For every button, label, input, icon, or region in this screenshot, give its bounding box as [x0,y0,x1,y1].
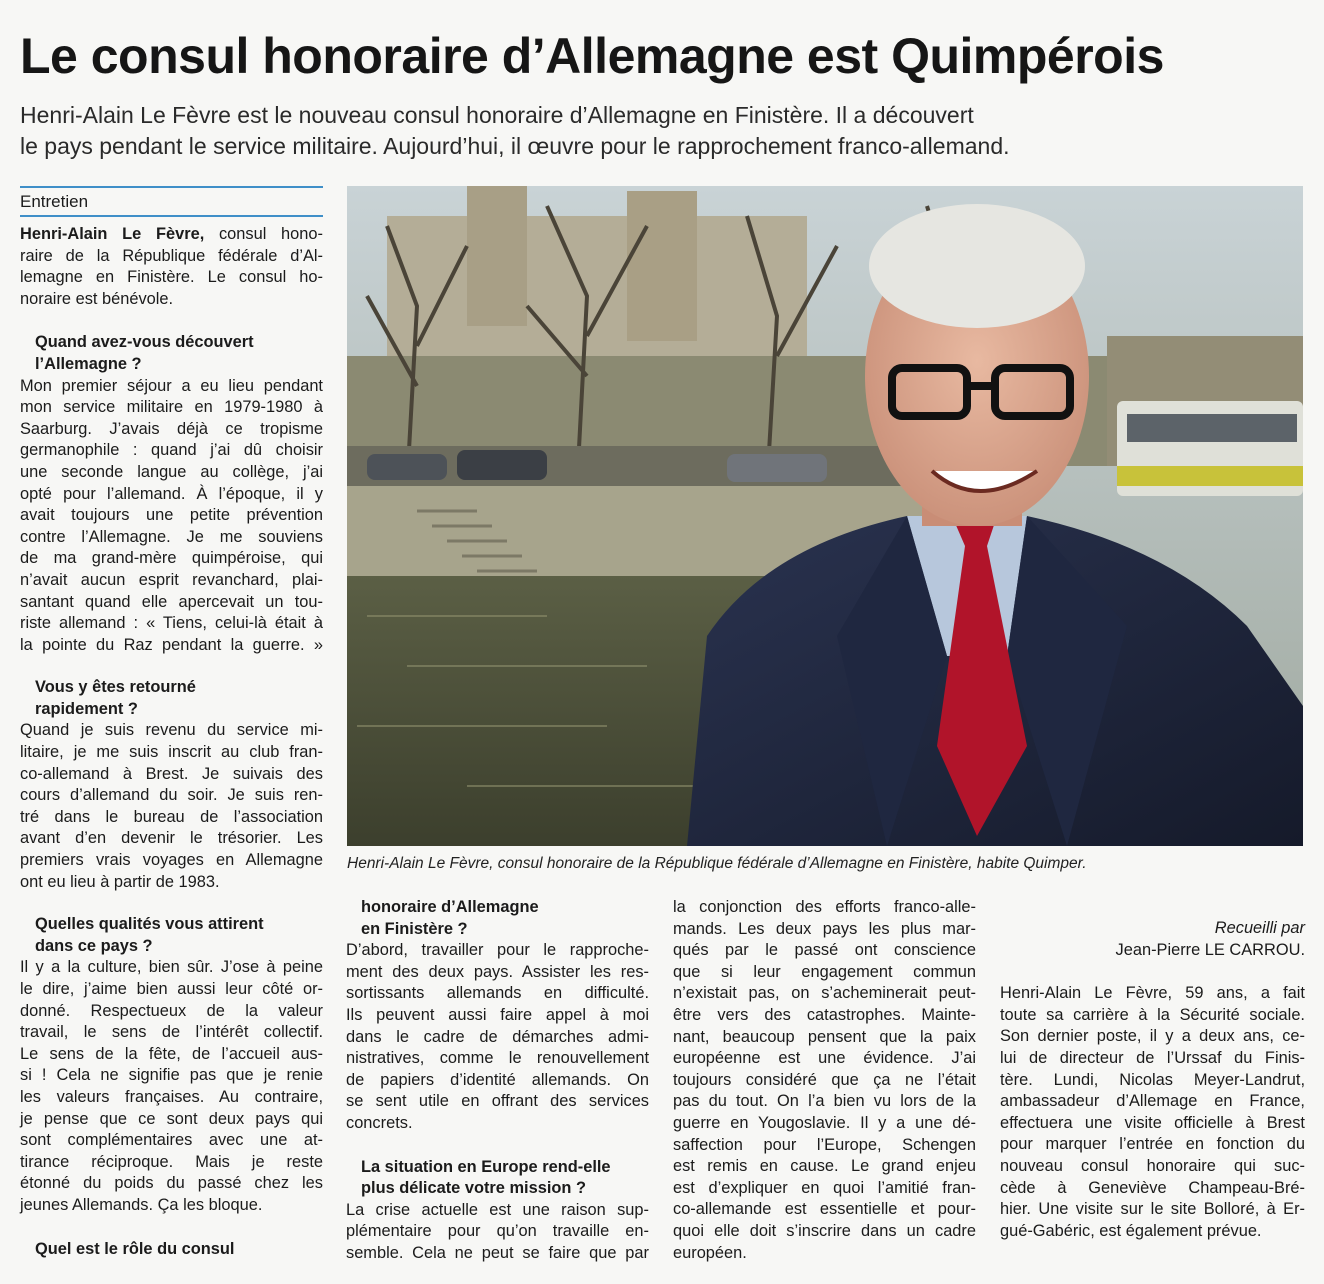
answer-line: les valeurs françaises. Au contraire, [20,1087,323,1106]
answer-5-continued [673,897,976,1264]
answer-line: toujours considéré que ça ne l’était [673,1070,976,1089]
question-line: Quel est le rôle du consul [35,1239,235,1258]
question-1 [20,332,323,375]
answer-line: litaire, je me suis inscrit au club fran- [20,743,323,762]
answer-line: le dire, j’aime bien aussi leur côté or- [20,980,323,998]
answer-line: donné. Respectueux de la valeur [20,1001,323,1020]
answer-line: tré dans le bureau de l’association [20,807,323,826]
standfirst-line: Henri-Alain Le Fèvre est le nouveau consul honoraire d’Allemagne en Finistère. Il a découvert [20,102,974,128]
question-line: en Finistère ? [361,919,468,938]
bio-line: Henri-Alain Le Fèvre, 59 ans, a fait [1000,984,1305,1003]
bio-line: toute sa carrière à la Sécurité sociale. [1000,1005,1305,1024]
answer-line: D’abord, travailler pour le rapproche- [346,941,649,960]
bio-line: tère. Lundi, Nicolas Meyer-Landrut, [1000,1070,1305,1089]
answer-line: germanophile : quand j’ai dû choisir [20,441,323,460]
answer-line: premiers vrais voyages en Allemagne [20,851,323,870]
answer-line: Mon premier séjour a eu lieu pendant [20,376,323,395]
answer-line: travail, le sens de l’intérêt collectif. [20,1023,323,1042]
answer-line: européen. [673,1243,747,1262]
photo-illustration [347,186,1303,846]
answer-line: sont complémentaires avec une at- [20,1131,323,1150]
rubric-label: Entretien [20,186,323,217]
lead-text: noraire est bénévole. [20,289,174,308]
answer-line: si ! Cela ne signifie pas que je renie [20,1066,323,1085]
answer-line: tirance réciproque. Mais je reste [20,1152,323,1171]
answer-line: se sent utile en offrant des services [346,1092,649,1111]
answer-line: pas du tout. On l’a bien vu lors de la [673,1092,976,1111]
headline: Le consul honoraire d’Allemagne est Quimpérois [20,28,1164,84]
lead-text: lemagne en Finistère. Le consul ho- [20,268,323,287]
standfirst [20,100,1200,162]
answer-line: guerre en Yougoslavie. Il y a une dé- [673,1113,976,1132]
bio-line: Son dernier poste, il y a deux ans, ce- [1000,1027,1305,1046]
bio-line: gué-Gabéric, est également prévue. [1000,1221,1262,1240]
answer-line: est d’expliquer en quoi l’amitié fran- [673,1178,976,1197]
question-5 [346,1157,649,1200]
answer-2 [20,720,323,893]
answer-line: Quand je suis revenu du service mi- [20,721,323,740]
answer-line: santant quand elle apercevait un tou- [20,592,323,611]
answer-line: avant d’en devenir le trésorier. Les [20,829,323,848]
answer-line: la pointe du Raz pendant la guerre. » [20,635,323,654]
answer-line: Le sens de la fête, de l’accueil aus- [20,1044,323,1063]
answer-line: jeunes Allemands. Ça les bloque. [20,1195,263,1214]
answer-line: est remis en cause. Le grand enjeu [673,1157,976,1176]
answer-line: de papiers d’identité allemands. On [346,1070,649,1089]
column-3 [673,897,976,1264]
answer-line: une seconde langue au collège, j’ai [20,462,323,481]
answer-line: quoi elle doit s’inscrire dans un cadre [673,1221,976,1240]
answer-line: mands. Les deux pays les plus mar- [673,919,976,938]
answer-line: être vers des catastrophes. Mainte- [673,1005,976,1024]
answer-1 [20,376,323,657]
answer-line: sortissants allemands en difficulté. [346,984,649,1003]
question-line: plus délicate votre mission ? [361,1179,586,1198]
question-line: Quand avez-vous découvert [35,333,254,352]
answer-line: la conjonction des efforts franco-alle- [673,898,976,916]
bio-paragraph [1000,983,1305,1242]
question-line: Quelles qualités vous attirent [35,915,264,934]
lead-name: Henri-Alain Le Fèvre, [20,225,205,243]
answer-line: saffection pour l’Europe, Schengen [673,1135,976,1154]
lead-text: consul hono- [204,225,323,243]
bio-line: pour marquer l’entrée en fonction du [1000,1135,1305,1154]
answer-line: de ma grand-mère quimpéroise, qui [20,549,323,568]
answer-line: européenne est une évidence. J’ai [673,1049,976,1068]
answer-line: dans le cadre de démarches admi- [346,1027,649,1046]
answer-line: Saarburg. J’avais déjà ce tropisme [20,419,323,438]
bio-line: ambassadeur d’Allemage en France, [1000,1092,1305,1111]
lead-text: raire de la République fédérale d’Al- [20,246,323,265]
bio-line: lui de directeur de l’Urssaf du Finis- [1000,1048,1305,1067]
lead-paragraph [20,224,323,310]
question-line: honoraire d’Allemagne [361,898,539,916]
answer-line: semble. Cela ne peut se faire que par [346,1243,649,1262]
answer-line: n’existait pas, on s’acheminerait peut- [673,984,976,1003]
answer-line: contre l’Allemagne. Je me souviens [20,527,323,546]
byline-label: Recueilli par [1214,919,1305,937]
answer-line: que si leur engagement commun [673,962,976,981]
answer-line: ont eu lieu à partir de 1983. [20,872,220,891]
byline-name: Jean-Pierre LE CARROU. [1115,940,1305,959]
answer-line: nant, beaucoup pensent que la paix [673,1027,976,1046]
answer-3 [20,957,323,1216]
answer-line: n’avait aucun esprit revanchard, plai- [20,570,323,589]
bio-line: nouveau consul honoraire qui suc- [1000,1156,1305,1175]
column-1 [20,186,323,1260]
standfirst-line: le pays pendant le service militaire. Aujourd’hui, il œuvre pour le rapprochement franco-allemand. [20,133,1010,159]
portrait-photo [347,186,1303,846]
bio-line: cède à Geneviève Champeau-Bré- [1000,1178,1305,1197]
answer-line: co-allemand à Brest. Je suivais des [20,764,323,783]
answer-line: concrets. [346,1113,413,1132]
photo-caption: Henri-Alain Le Fèvre, consul honoraire de la République fédérale d’Allemagne en Finistère, habite Quimper. [347,855,1087,872]
bio-line: hier. Une visite sur le site Bolloré, à Er- [1000,1200,1305,1219]
column-4 [1000,918,1305,1242]
answer-5 [346,1200,649,1265]
question-3 [20,914,323,957]
answer-line: plémentaire pour qu’on travaille en- [346,1222,649,1241]
answer-line: ment des deux pays. Assister les res- [346,962,649,981]
answer-line: qués par le passé ont conscience [673,941,976,960]
answer-line: La crise actuelle est une raison sup- [346,1200,649,1219]
answer-line: mon service militaire en 1979-1980 à [20,398,323,417]
question-2 [20,677,323,720]
column-2 [346,897,649,1265]
answer-line: opté pour l’allemand. À l’époque, il y [20,484,323,503]
question-line: La situation en Europe rend-elle [361,1157,611,1176]
answer-line: nistratives, comme le renouvellement [346,1049,649,1068]
answer-line: Ils peuvent aussi faire appel à moi [346,1005,649,1024]
answer-line: étonné du poids du passé chez les [20,1174,323,1193]
answer-line: je pense que ce sont deux pays qui [20,1109,323,1128]
bio-line: effectuera une visite officielle à Brest [1000,1113,1305,1132]
question-line: dans ce pays ? [35,936,153,955]
byline [1000,918,1305,961]
answer-line: avait toujours une petite prévention [20,506,323,525]
question-line: Vous y êtes retourné [35,678,196,697]
answer-4 [346,940,649,1134]
answer-line: riste allemand : « Tiens, celui-là était à [20,614,323,633]
question-4 [20,1239,323,1261]
question-line: l’Allemagne ? [35,354,142,373]
question-line: rapidement ? [35,699,138,718]
answer-line: cours d’allemand du soir. Je suis ren- [20,786,323,805]
question-4-continued [346,897,649,940]
answer-line: co-allemande est essentielle et pour- [673,1200,976,1219]
answer-line: Il y a la culture, bien sûr. J’ose à peine [20,958,323,977]
